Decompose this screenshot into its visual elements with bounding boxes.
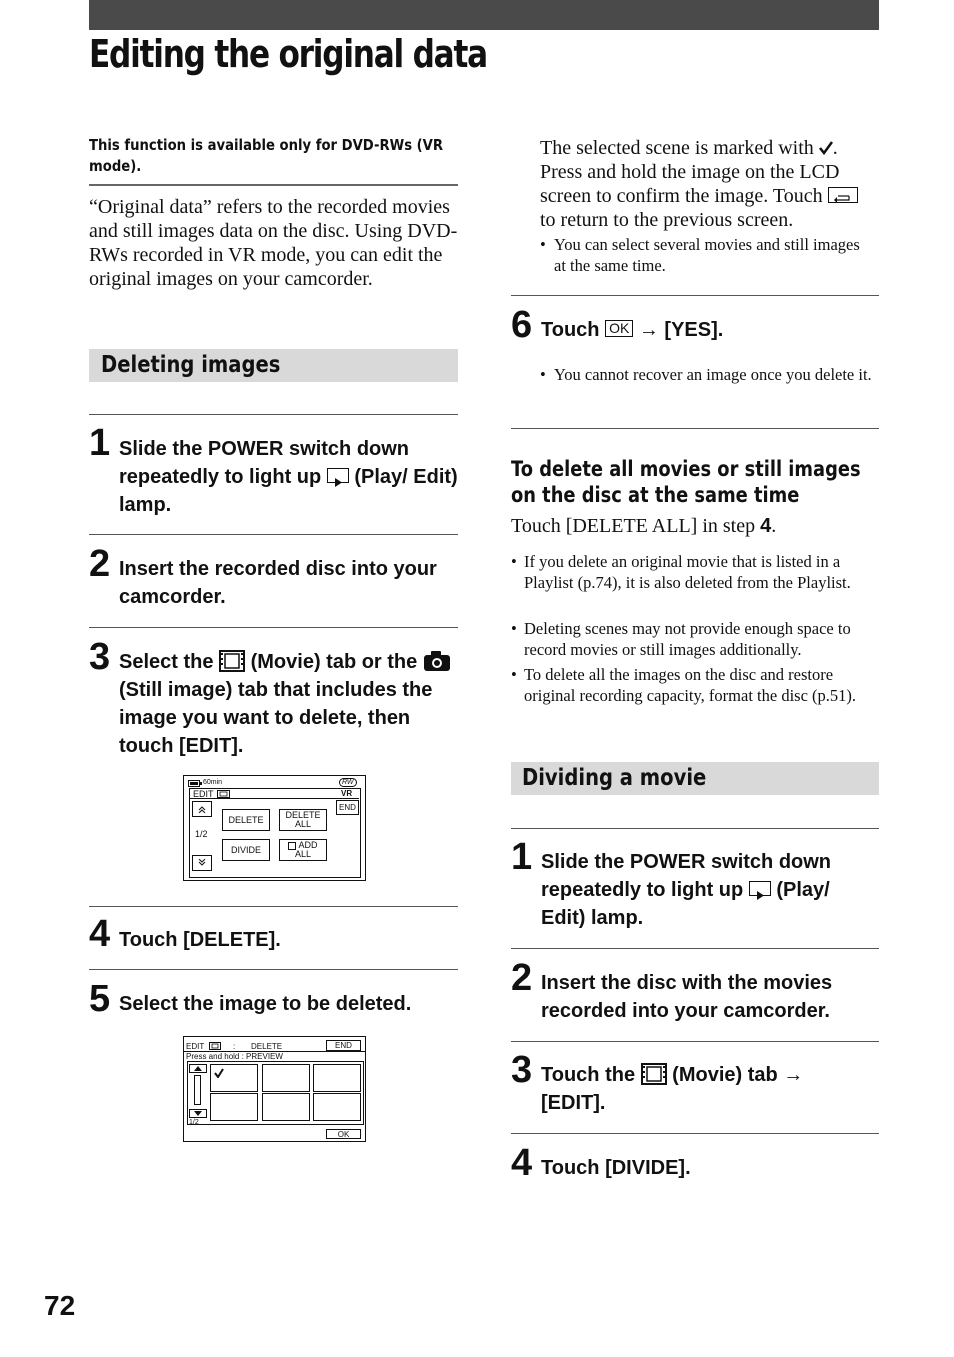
delete-button[interactable]: DELETE <box>222 809 270 831</box>
bullet-note: • You cannot recover an image once you delete it. <box>540 365 872 384</box>
step-5-text: Select the image to be deleted. <box>119 993 412 1015</box>
disc-icon: RW <box>339 778 357 787</box>
thumbnail[interactable] <box>210 1093 258 1121</box>
divider <box>89 184 458 186</box>
thumbnail[interactable] <box>262 1093 310 1121</box>
step-number: 1 <box>511 836 533 878</box>
lcd-edit-menu <box>183 775 366 881</box>
subsection-heading: To delete all movies or still images on the disc at the same time <box>511 457 861 507</box>
selection-description: The selected scene is marked with . Press and hold the image on the LCD screen to confirm the image. Touch to return to the previous screen. <box>540 136 870 232</box>
availability-note: This function is available only for DVD-RWs (VR mode). <box>89 136 444 175</box>
movie-icon <box>209 1042 221 1050</box>
step-1-text: Slide the POWER switch down repeatedly to light up (Play/ Edit) lamp. <box>119 438 458 516</box>
divide-step-3-text: Touch the (Movie) tab → [EDIT]. <box>541 1064 804 1114</box>
divider <box>511 948 879 949</box>
step-number: 3 <box>89 636 111 678</box>
section-heading-deleting: Deleting images <box>101 352 281 378</box>
page-indicator: 1/2 <box>189 1119 199 1126</box>
step-3-text: Select the (Movie) tab or the (Still image) tab that includes the image you want to delete, then touch [EDIT]. <box>119 648 459 760</box>
scrollbar[interactable] <box>194 1075 201 1105</box>
battery-time: 60min <box>203 779 223 786</box>
step-number: 1 <box>89 422 111 464</box>
divide-button[interactable]: DIVIDE <box>222 839 270 861</box>
separator: : <box>233 1042 236 1051</box>
bullet-note: • To delete all the images on the disc and restore original recording capacity, format the disc (p.51). <box>511 665 857 705</box>
scroll-down-button[interactable] <box>189 1109 207 1118</box>
delete-all-instruction: Touch [DELETE ALL] in step 4. <box>511 515 777 537</box>
step-number: 4 <box>89 913 111 955</box>
play-edit-icon <box>749 881 771 896</box>
lcd-delete-screen <box>183 1036 366 1142</box>
divide-step-4-text: Touch [DIVIDE]. <box>541 1157 691 1179</box>
end-button[interactable]: END <box>326 1040 361 1051</box>
step-number: 2 <box>511 957 533 999</box>
step-number: 2 <box>89 543 111 585</box>
check-icon <box>214 1068 224 1078</box>
divider <box>89 534 458 535</box>
divide-step-2-text: Insert the disc with the movies recorded into your camcorder. <box>541 972 833 1022</box>
divider <box>89 627 458 628</box>
divider <box>189 798 359 799</box>
camera-icon <box>423 650 451 672</box>
play-edit-icon <box>327 468 349 483</box>
scroll-up-button[interactable] <box>189 1064 207 1073</box>
section-heading-dividing: Dividing a movie <box>522 765 707 791</box>
scroll-up-button[interactable] <box>192 801 212 817</box>
page-number: 72 <box>44 1290 76 1321</box>
divider <box>511 295 879 296</box>
thumbnail[interactable] <box>262 1064 310 1092</box>
bullet-note: • You can select several movies and still images at the same time. <box>540 235 860 275</box>
divider <box>89 414 458 415</box>
movie-icon <box>217 790 230 798</box>
mode-label: DELETE <box>251 1042 283 1051</box>
edit-label: EDIT <box>186 1042 205 1051</box>
scroll-down-button[interactable] <box>192 855 212 871</box>
divider <box>511 1041 879 1042</box>
add-all-button[interactable]: ADD ALL <box>279 839 327 861</box>
step-number: 5 <box>89 978 111 1020</box>
movie-tab-icon <box>641 1063 667 1085</box>
divide-step-1-text: Slide the POWER switch down repeatedly to light up (Play/ Edit) lamp. <box>541 851 832 929</box>
movie-tab-icon <box>219 650 245 672</box>
delete-all-button[interactable]: DELETE ALL <box>279 809 327 831</box>
step-6-text: Touch OK → [YES]. <box>541 319 724 341</box>
end-button[interactable]: END <box>336 800 359 815</box>
page-indicator: 1/2 <box>195 829 208 839</box>
step-number: 6 <box>511 304 533 346</box>
page-title: Editing the original data <box>89 32 487 76</box>
thumbnail[interactable] <box>313 1064 361 1092</box>
divider <box>511 828 879 829</box>
step-2-text: Insert the recorded disc into your camcorder. <box>119 558 437 608</box>
bullet-note: • If you delete an original movie that is listed in a Playlist (p.74), it is also deleted from the Playlist. <box>511 552 851 592</box>
divider <box>511 1133 879 1134</box>
ok-button[interactable]: OK <box>326 1129 361 1139</box>
intro-text: “Original data” refers to the recorded movies and still images data on the disc. Using DVD-RWs recorded in VR mode, you can edit the original images on your camcorder. <box>89 196 458 290</box>
return-icon <box>828 187 858 203</box>
edit-label: EDIT <box>193 789 214 799</box>
step-number: 3 <box>511 1049 533 1091</box>
divider <box>89 969 458 970</box>
step-number: 4 <box>511 1142 533 1184</box>
step-4-text: Touch [DELETE]. <box>119 929 281 951</box>
thumbnail-selected[interactable] <box>210 1064 258 1092</box>
ok-button-icon: OK <box>605 320 633 337</box>
check-icon <box>819 141 833 155</box>
battery-icon <box>188 780 202 787</box>
divider <box>89 906 458 907</box>
thumbnail[interactable] <box>313 1093 361 1121</box>
preview-hint: Press and hold : PREVIEW <box>186 1052 283 1061</box>
divider <box>511 428 879 429</box>
vr-label: VR <box>341 789 353 798</box>
header-bar <box>89 0 879 30</box>
bullet-note: • Deleting scenes may not provide enough space to record movies or still images additionally. <box>511 619 851 659</box>
